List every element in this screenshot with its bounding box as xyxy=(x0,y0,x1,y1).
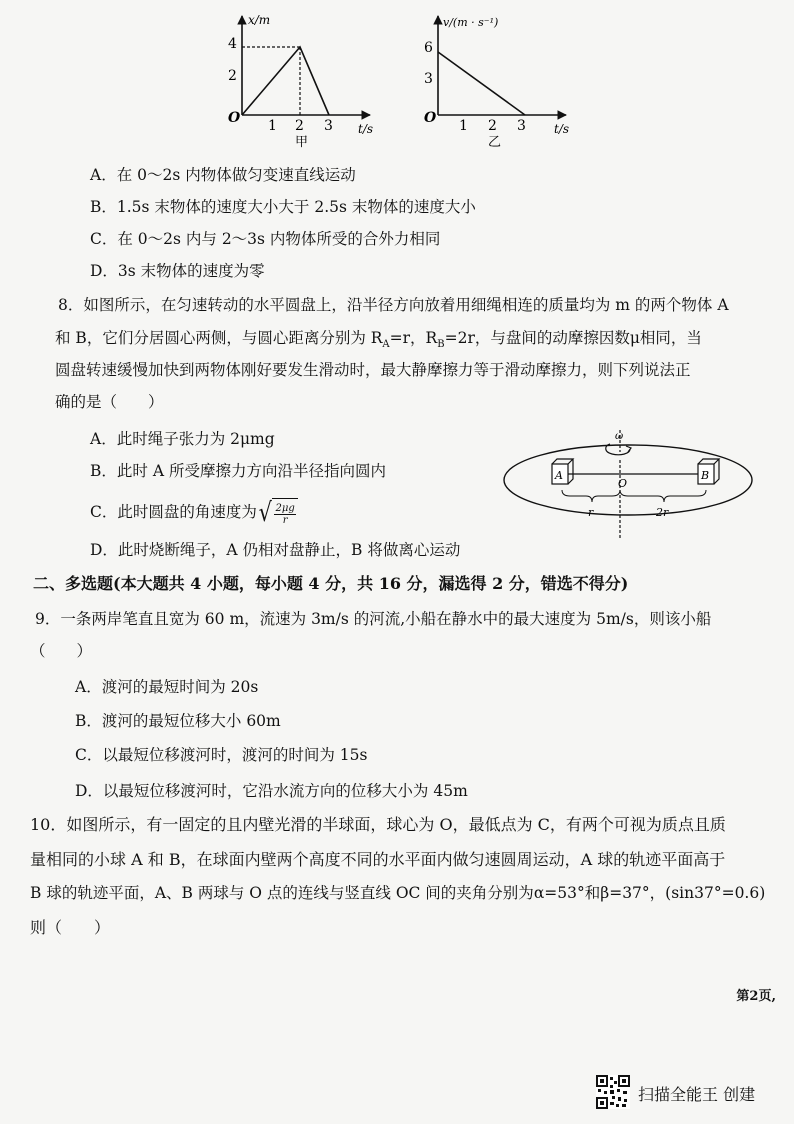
brace-r xyxy=(562,490,620,502)
origin-label: O xyxy=(424,110,437,126)
y-tick-6: 6 xyxy=(424,40,433,56)
q8-option-c xyxy=(90,497,298,529)
q10-stem-line-4: 则（ ） xyxy=(30,918,111,937)
graph-yi xyxy=(416,8,586,148)
q7-option-c: C．在 0～2s 内与 2～3s 内物体所受的合外力相同 xyxy=(90,230,441,248)
x-tick-2: 2 xyxy=(295,118,304,134)
distance-2r-label: 2r xyxy=(656,506,669,519)
q7-option-d: D．3s 末物体的速度为零 xyxy=(90,262,265,280)
q8-stem-line-4: 确的是（ ） xyxy=(55,393,164,411)
x-axis-label: t/s xyxy=(358,122,374,136)
q10-stem-line-1: 10．如图所示，有一固定的且内壁光滑的半球面，球心为 O，最低点为 C，有两个可视为质点且质 xyxy=(30,815,726,834)
y-axis-label: x/m xyxy=(248,13,271,27)
q10-stem-line-2: 量相同的小球 A 和 B，在球面内壁两个高度不同的水平面内做匀速圆周运动，A 球的轨迹平面高于 xyxy=(30,850,726,869)
q9-option-c: C．以最短位移渡河时，渡河的时间为 15s xyxy=(75,746,368,764)
y-tick-2: 2 xyxy=(228,68,237,84)
block-b-label: B xyxy=(701,469,710,482)
x-axis-label: t/s xyxy=(554,122,570,136)
q7-option-b: B．1.5s 末物体的速度大小大于 2.5s 末物体的速度大小 xyxy=(90,198,476,216)
block-a xyxy=(552,459,573,484)
yi-plot xyxy=(438,52,525,115)
q8-option-a: A．此时绳子张力为 2μmg xyxy=(90,430,275,448)
graph-jia xyxy=(220,8,390,148)
omega-label: ω xyxy=(615,431,624,442)
block-b xyxy=(698,459,719,484)
q10-stem-line-3: B 球的轨迹平面，A、B 两球与 O 点的连线与竖直线 OC 间的夹角分别为α=53°和β=37°，(sin37°=0.6) xyxy=(30,884,766,902)
section-heading: 二、多选题(本大题共 4 小题，每小题 4 分，共 16 分，漏选得 2 分，错选不得分) xyxy=(33,574,629,593)
page-number: 第2页, xyxy=(736,989,776,1004)
origin-label: O xyxy=(228,110,241,126)
graph-caption: 甲 xyxy=(295,135,309,148)
q8-option-c-text: C．此时圆盘的角速度为 xyxy=(90,503,257,521)
q8-stem-line-2: 和 B，它们分居圆心两侧，与圆心距离分别为 $R_A=r$，$R_B=2r$，与盘间的动摩擦因数μ相同，当 xyxy=(55,329,702,351)
graph-line xyxy=(242,47,329,115)
fraction-denominator: r xyxy=(282,515,288,526)
y-axis-label: v/(m · s⁻¹) xyxy=(443,16,499,29)
q8-stem-line-3: 圆盘转速缓慢加快到两物体刚好要发生滑动时，最大静摩擦力等于滑动摩擦力，则下列说法正 xyxy=(55,361,691,379)
x-tick-1: 1 xyxy=(268,118,277,134)
graph-caption: 乙 xyxy=(488,135,502,148)
center-label: O xyxy=(618,477,628,490)
q9-stem-line-1: 9．一条两岸笔直且宽为 60 m，流速为 3m/s 的河流,小船在静水中的最大速度为 5m/s，则该小船 xyxy=(35,610,712,628)
q8-option-b: B．此时 A 所受摩擦力方向沿半径指向圆内 xyxy=(90,462,386,480)
scanner-watermark: 扫描全能王 创建 xyxy=(638,1085,756,1104)
qr-code-icon xyxy=(596,1075,630,1109)
q8-option-d: D．此时烧断绳子，A 仍相对盘静止，B 将做离心运动 xyxy=(90,541,461,559)
disk-figure xyxy=(500,430,760,540)
sqrt-body xyxy=(272,498,297,529)
fraction xyxy=(274,503,295,526)
q9-stem-line-2: （ ） xyxy=(30,642,93,660)
q7-option-a: A．在 0～2s 内物体做匀变速直线运动 xyxy=(90,166,356,184)
distance-r-label: r xyxy=(588,506,594,519)
q9-option-a: A．渡河的最短时间为 20s xyxy=(75,678,259,696)
brace-2r xyxy=(620,490,706,502)
graph-line xyxy=(438,52,525,115)
y-tick-3: 3 xyxy=(424,71,433,87)
disk xyxy=(504,445,752,515)
q9-option-d: D．以最短位移渡河时，它沿水流方向的位移大小为 45m xyxy=(75,782,468,800)
x-tick-3: 3 xyxy=(517,118,526,134)
q8-stem-line-1: 8．如图所示，在匀速转动的水平圆盘上，沿半径方向放着用细绳相连的质量均为 m 的两个物体 A xyxy=(58,296,729,314)
x-tick-3: 3 xyxy=(324,118,333,134)
jia-plot xyxy=(242,47,329,115)
sqrt-sign: √ xyxy=(258,498,272,528)
x-tick-1: 1 xyxy=(459,118,468,134)
x-tick-2: 2 xyxy=(488,118,497,134)
y-tick-4: 4 xyxy=(228,36,237,52)
fraction-numerator: 2μg xyxy=(275,503,295,514)
q9-option-b: B．渡河的最短位移大小 60m xyxy=(75,712,281,730)
block-a-label: A xyxy=(555,469,563,482)
